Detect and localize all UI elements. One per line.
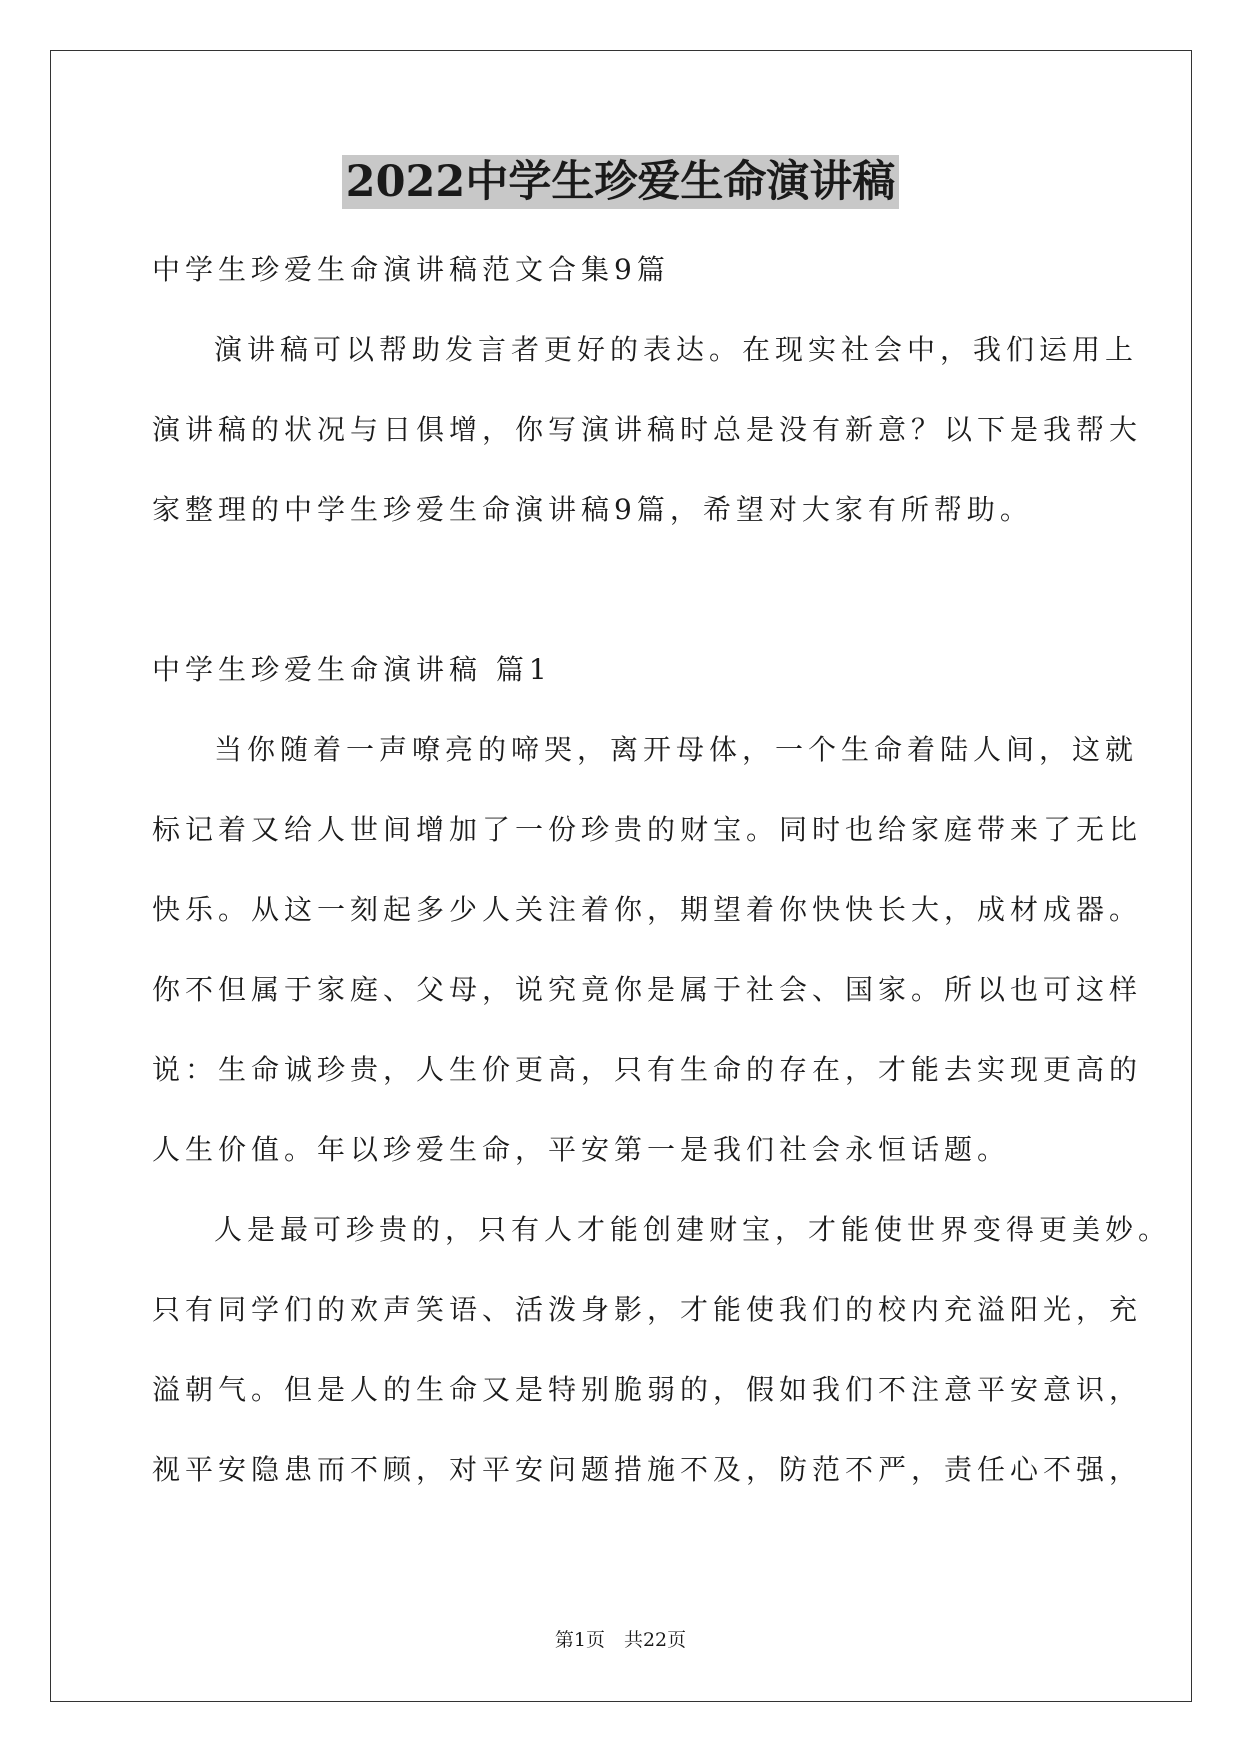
- text-line: 标记着又给人世间增加了一份珍贵的财宝。同时也给家庭带来了无比: [152, 813, 1143, 846]
- blank-line: [152, 550, 1097, 630]
- text-line: 当你随着一声嘹亮的啼哭，离开母体，一个生命着陆人间，这就: [214, 733, 1139, 766]
- text-line: 人生价值。年以珍爱生命，平安第一是我们社会永恒话题。: [152, 1133, 1011, 1166]
- section-heading: 中学生珍爱生命演讲稿 篇1: [152, 653, 552, 686]
- text-line: 人是最可珍贵的，只有人才能创建财宝，才能使世界变得更美妙。: [214, 1213, 1172, 1246]
- document-title-text: 2022中学生珍爱生命演讲稿: [342, 155, 900, 209]
- text-line: 只有同学们的欢声笑语、活泼身影，才能使我们的校内充溢阳光，充: [152, 1293, 1143, 1326]
- text-line: 演讲稿可以帮助发言者更好的表达。在现实社会中，我们运用上: [214, 333, 1139, 366]
- paragraph-1: [152, 710, 1143, 1190]
- text-line: 说：生命诚珍贵，人生价更高，只有生命的存在，才能去实现更高的: [152, 1053, 1143, 1086]
- text-line: 你不但属于家庭、父母，说究竟你是属于社会、国家。所以也可这样: [152, 973, 1143, 1006]
- text-line: 快乐。从这一刻起多少人关注着你，期望着你快快长大，成材成器。: [152, 893, 1143, 926]
- text-line: 溢朝气。但是人的生命又是特别脆弱的，假如我们不注意平安意识，: [152, 1373, 1143, 1406]
- text-line: 视平安隐患而不顾，对平安问题措施不及，防范不严，责任心不强，: [152, 1453, 1143, 1486]
- intro-paragraph: [152, 310, 1143, 550]
- document-subtitle: 中学生珍爱生命演讲稿范文合集9篇: [152, 253, 670, 286]
- paragraph-2: [152, 1190, 1172, 1510]
- document-title: [0, 152, 1241, 212]
- text-line: 家整理的中学生珍爱生命演讲稿9篇，希望对大家有所帮助。: [152, 493, 1033, 526]
- document-body: [152, 230, 1172, 1510]
- page-number-footer: 第1页 共22页: [554, 1629, 687, 1651]
- text-line: 演讲稿的状况与日俱增，你写演讲稿时总是没有新意？以下是我帮大: [152, 413, 1143, 446]
